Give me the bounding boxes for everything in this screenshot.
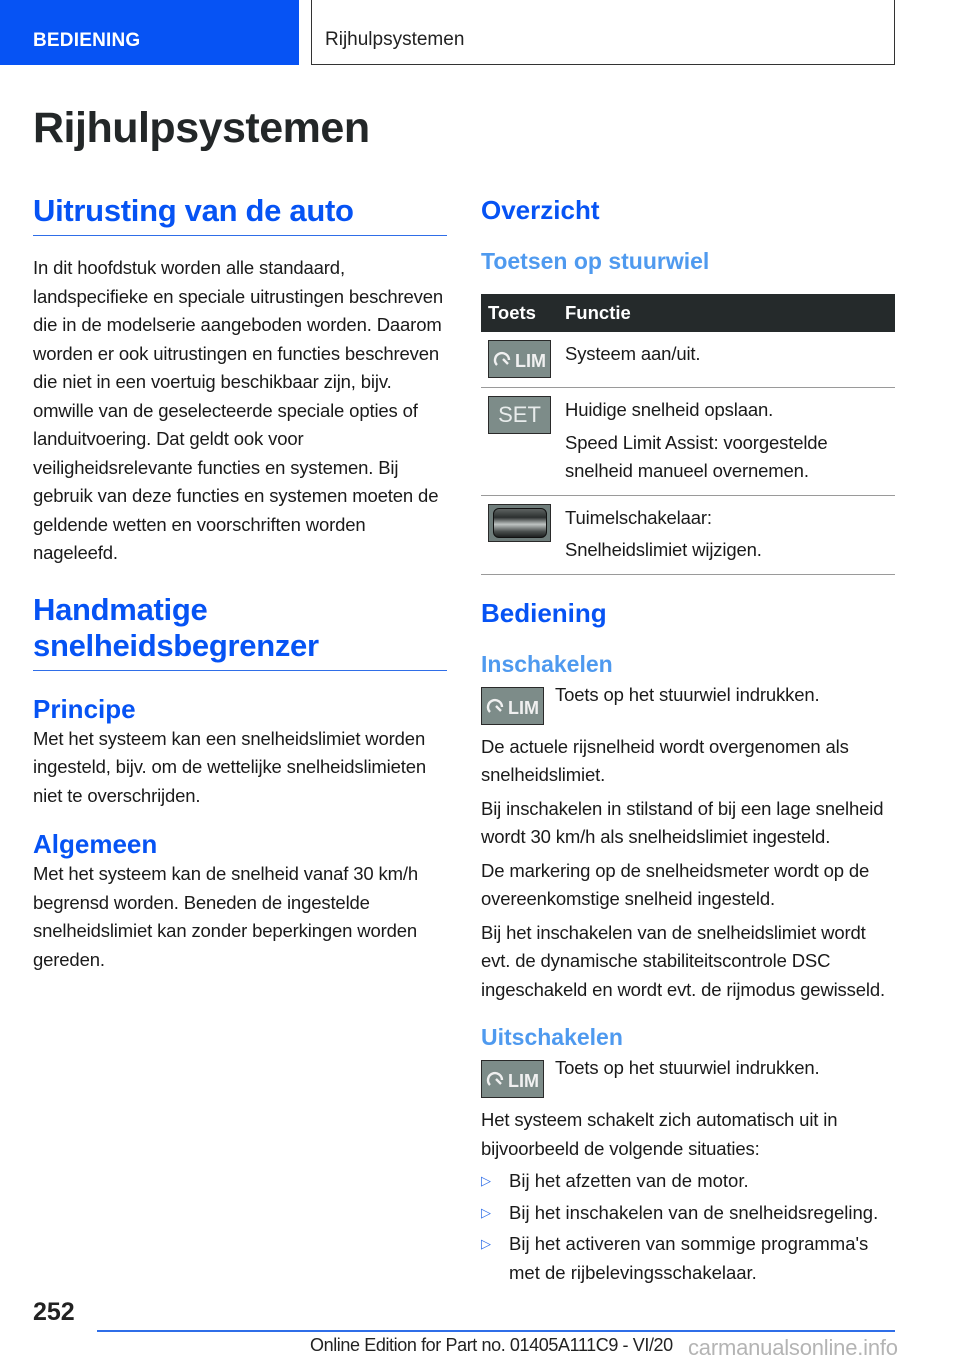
operation-heading: Bediening	[481, 597, 607, 628]
steering-keys-heading: Toetsen op stuurwiel	[481, 248, 710, 274]
enable-instruction-text: Toets op het stuurwiel indrukken.	[555, 683, 820, 705]
function-text: Snelheidslimiet wijzigen.	[565, 539, 762, 560]
disable-heading: Uitschakelen	[481, 1024, 623, 1050]
rocker-switch-icon	[488, 504, 551, 542]
general-heading: Algemeen	[33, 829, 158, 859]
overview-heading: Overzicht	[481, 195, 600, 225]
enable-instruction	[481, 683, 895, 725]
equipment-text: In dit hoofdstuk worden alle standaard, landspecifieke en speciale uitrustingen beschreven die in de modelserie aangeboden worden. Daarom worden er ook uitrustingen en functies beschreven die niet in een voertuig beschikbaar zijn, bijv. omwille van de geselecteerde speciale opties of landuitvoering. Dat geldt ook voor veiligheidsrelevante functies en systemen. Bij gebruik van deze functies en systemen moeten de geldende wetten en voorschriften worden nageleefd.	[33, 257, 444, 563]
section-tab	[0, 0, 299, 65]
function-text: Speed Limit Assist: voorgestelde snelheid manueel overnemen.	[565, 431, 828, 481]
chapter-header	[311, 0, 895, 65]
enable-paragraph: De actuele rijsnelheid wordt overgenomen als snelheidslimiet.	[481, 735, 849, 785]
table-row	[481, 495, 895, 574]
footer-divider	[97, 1330, 895, 1332]
lim-button-icon: LIM	[488, 340, 551, 378]
section-label: BEDIENING	[33, 30, 141, 51]
enable-paragraph: Bij inschakelen in stilstand of bij een lage snelheid wordt 30 km/h als snelheidslimiet ingesteld.	[481, 797, 884, 847]
watermark: carmanualsonline.info	[688, 1335, 898, 1360]
function-text: Systeem aan/uit.	[565, 343, 701, 364]
page-number: 252	[33, 1298, 75, 1326]
disable-situations-list	[481, 1167, 895, 1287]
right-column	[481, 190, 895, 1287]
lim-button-icon: LIM	[481, 687, 544, 725]
column-header-function: Functie	[565, 294, 895, 332]
list-item: ▷ Bij het inschakelen van de snelheidsregeling.	[481, 1199, 895, 1228]
chapter-label: Rijhulpsystemen	[325, 29, 465, 50]
disable-instruction	[481, 1057, 895, 1098]
limiter-heading: Handmatige snelheidsbegrenzer	[33, 592, 447, 671]
disable-instruction-text: Toets op het stuurwiel indrukken.	[555, 1057, 820, 1078]
triangle-bullet-icon: ▷	[481, 1173, 491, 1188]
general-text: Met het systeem kan de snelheid vanaf 30 km/h begrensd worden. Beneden de ingestelde snelheidslimiet kan zonder beperkingen worden gereden.	[33, 863, 419, 970]
list-item: ▷ Bij het activeren van sommige programma's met de rijbelevingsschakelaar.	[481, 1230, 895, 1287]
left-column	[33, 190, 447, 974]
keys-table	[481, 294, 895, 575]
function-text: Tuimelschakelaar:	[565, 506, 712, 528]
equipment-heading: Uitrusting van de auto	[33, 193, 447, 236]
enable-heading: Inschakelen	[481, 650, 613, 677]
principle-heading: Principe	[33, 693, 136, 724]
list-item: ▷ Bij het afzetten van de motor.	[481, 1167, 895, 1196]
triangle-bullet-icon: ▷	[481, 1204, 491, 1220]
edition-info: Online Edition for Part no. 01405A111C9 - VI/20	[310, 1335, 673, 1355]
table-header-row	[481, 294, 895, 332]
column-header-key: Toets	[481, 294, 565, 332]
enable-paragraph: Bij het inschakelen van de snelheidslimiet wordt evt. de dynamische stabiliteitscontrole DSC ingeschakeld en wordt evt. de rijmodus gewisseld.	[481, 921, 885, 1000]
page-title: Rijhulpsystemen	[33, 104, 370, 152]
table-row	[481, 388, 895, 496]
function-text: Huidige snelheid opslaan.	[565, 399, 774, 420]
lim-button-icon: LIM	[481, 1060, 544, 1098]
principle-text: Met het systeem kan een snelheidslimiet worden ingesteld, bijv. om de wettelijke snelheidslimieten niet te overschrijden.	[33, 727, 427, 806]
set-button-icon: SET	[488, 396, 551, 434]
triangle-bullet-icon: ▷	[481, 1236, 491, 1251]
disable-intro: Het systeem schakelt zich automatisch uit in bijvoorbeeld de volgende situaties:	[481, 1109, 838, 1159]
enable-paragraph: De markering op de snelheidsmeter wordt op de overeenkomstige snelheid ingesteld.	[481, 859, 870, 909]
table-row	[481, 332, 895, 388]
